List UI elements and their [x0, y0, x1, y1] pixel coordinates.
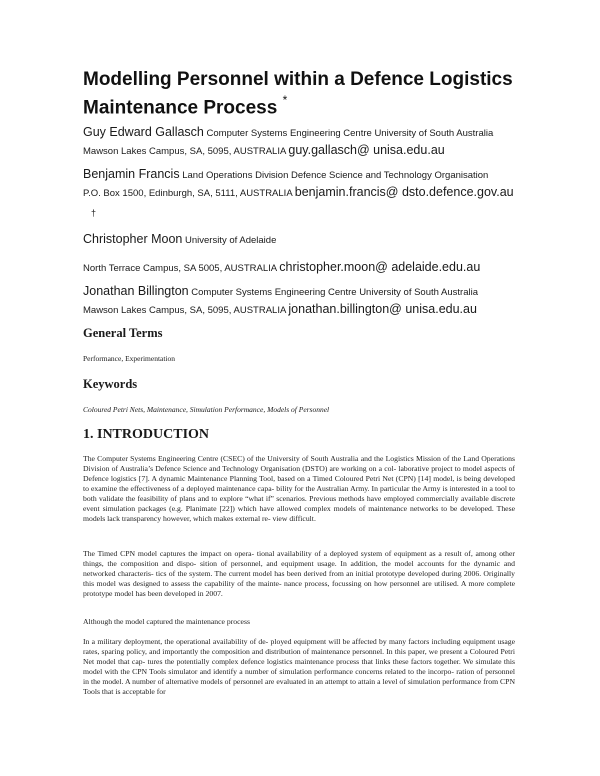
keywords-heading: Keywords — [83, 377, 138, 391]
author-affiliation: University of Adelaide — [185, 235, 277, 246]
title-footnote-marker: * — [282, 93, 288, 107]
body-paragraph: The Timed CPN model captures the impact on opera- tional availability of a deployed system of equipment as a result of, among other things, the composition and dispo- sition of personnel, and equipment usage. In addition, the model accounts for the dynamic and networked characteris- tics of the system. The current model has been derived from an initial prototype developed during 2006. Originally this model was designed to assess the capability of the mainte- nance process, focussing on how personnel are utilised. A more complete prototype model has been developed in 2007. — [83, 549, 515, 598]
author-affiliation: Land Operations Division Defence Science and Technology Organisation — [182, 170, 489, 181]
author-email: jonathan.billington@ unisa.edu.au — [288, 302, 477, 316]
author-name: Jonathan Billington — [83, 284, 189, 298]
author-block — [83, 166, 528, 202]
author-address: Mawson Lakes Campus, SA, 5095, AUSTRALIA — [83, 305, 286, 316]
author-address: P.O. Box 1500, Edinburgh, SA, 5111, AUSTRALIA — [83, 188, 293, 199]
introduction-heading: 1. INTRODUCTION — [83, 427, 210, 442]
author-block — [83, 124, 523, 160]
body-paragraph: In a military deployment, the operational availability of de- ployed equipment will be affected by many factors including equipment usage rates, sparing policy, and importantly the composition and distribution of maintenance personnel. In this paper, we present a Coloured Petri Net model that cap- tures the potentially complex defence logistics maintenance process that links these factors together. We simulate this model with the CPN Tools simulator and identify a number of simulation performance concerns related to the incorpo- ration of personnel in the model. A number of alternative models of personnel are evaluated in an attempt to attain a level of simulation performance from CPN Tools that is acceptable for — [83, 637, 515, 696]
author-address: Mawson Lakes Campus, SA, 5095, AUSTRALIA — [83, 146, 286, 157]
author-name: Benjamin Francis — [83, 167, 180, 181]
author-affiliation: Computer Systems Engineering Centre University of South Australia — [206, 128, 494, 139]
paper-title — [83, 68, 563, 119]
author-block — [83, 283, 523, 319]
author-name: Guy Edward Gallasch — [83, 125, 204, 139]
keywords-text: Coloured Petri Nets, Maintenance, Simulation Performance, Models of Personnel — [83, 405, 330, 414]
author-block — [83, 231, 523, 249]
general-terms-heading: General Terms — [83, 326, 163, 340]
author-name: Christopher Moon — [83, 232, 183, 246]
author-block-address — [83, 259, 523, 277]
title-line-1: Modelling Personnel within a Defence Logistics — [83, 69, 513, 90]
author-address: North Terrace Campus, SA 5005, AUSTRALIA — [83, 263, 277, 274]
author-email: guy.gallasch@ unisa.edu.au — [288, 143, 445, 157]
author-email: christopher.moon@ adelaide.edu.au — [279, 260, 481, 274]
general-terms-text: Performance, Experimentation — [83, 354, 176, 363]
body-paragraph: Although the model captured the maintenance process — [83, 617, 250, 626]
footnote-dagger: † — [91, 208, 97, 218]
author-affiliation: Computer Systems Engineering Centre University of South Australia — [191, 287, 478, 298]
body-paragraph: The Computer Systems Engineering Centre (CSEC) of the University of South Australia and the Logistics Mission of the Land Operations Division of Australia’s Defence Science and Technology Organisation (DSTO) are working on a col- laborative project to model aspects of Defence logistics [7]. A dynamic Maintenance Planning Tool, based on a Timed Coloured Petri Net (CPN) [14] model, is being developed to examine the effectiveness of a deployed maintenance capa- bility for the Australian Army. In particular the Army is interested in a tool to both validate the feasibility of plans and to explore “what if” scenarios. Previous methods have employed commercially available discrete event simulation packages (e.g. Planimate [22]) which have allowed complex models of maintenance networks to be developed. These models lack transparency however, which makes external re- view difficult. — [83, 454, 515, 523]
author-email: benjamin.francis@ dsto.defence.gov.au — [294, 185, 514, 199]
title-line-2: Maintenance Process — [83, 97, 278, 119]
